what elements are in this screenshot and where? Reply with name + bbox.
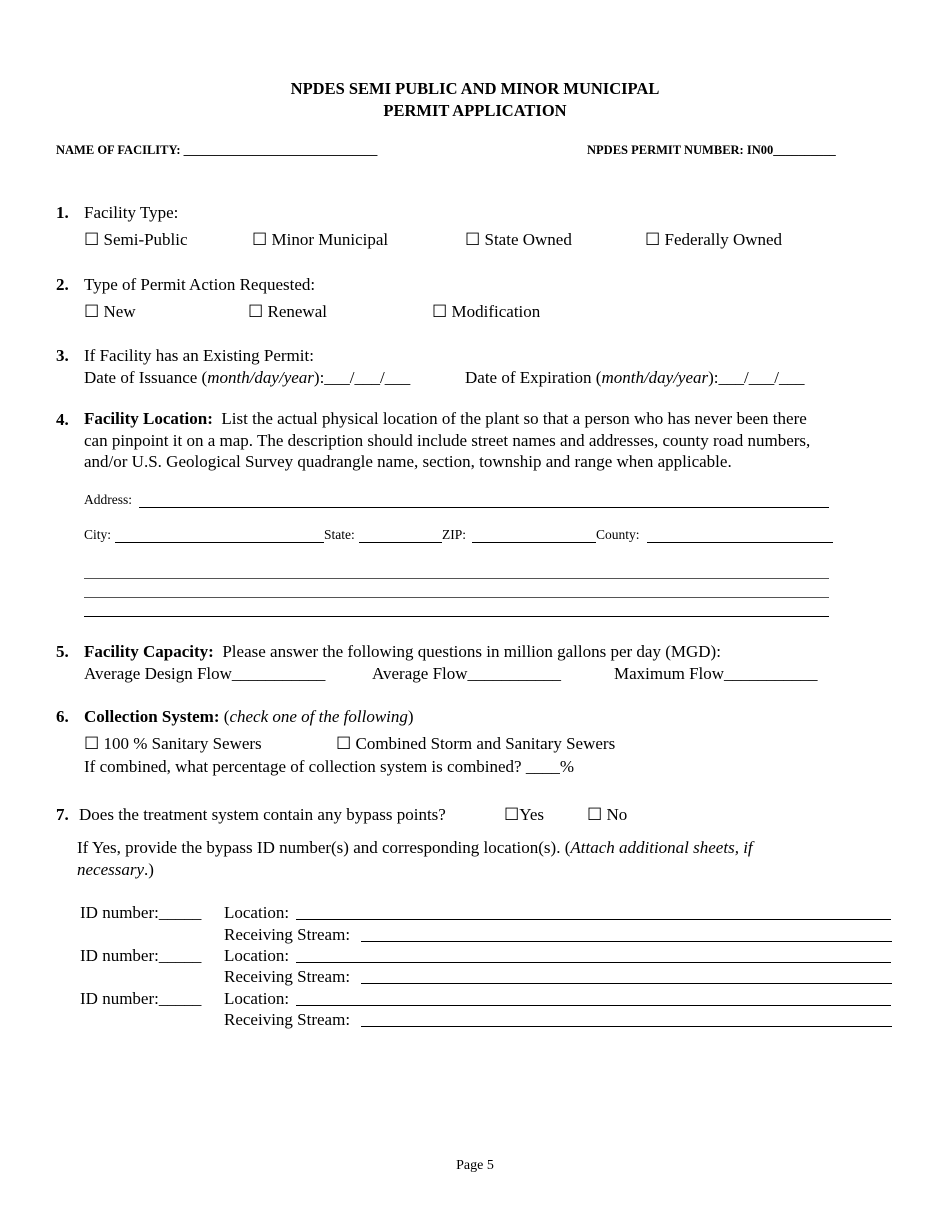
address-field[interactable]: [139, 507, 829, 508]
form-title-line2: PERMIT APPLICATION: [383, 101, 567, 120]
q7-option-yes[interactable]: ☐Yes: [504, 805, 544, 824]
bypass-stream-label-2: Receiving Stream:: [224, 967, 351, 986]
q1-option-federally-owned[interactable]: ☐ Federally Owned: [645, 230, 783, 249]
permit-number-prefix: IN00: [746, 143, 774, 157]
checkbox-icon[interactable]: ☐: [504, 805, 520, 824]
q1-option-state-owned[interactable]: ☐ State Owned: [465, 230, 572, 249]
bypass-location-field-3[interactable]: [296, 1005, 891, 1006]
bypass-stream-label-3: Receiving Stream:: [224, 1010, 351, 1029]
city-label: City:: [84, 527, 112, 542]
county-label: County:: [596, 527, 640, 542]
q4-number: 4.: [56, 410, 69, 429]
q7-instructions: If Yes, provide the bypass ID number(s) and corresponding location(s). (Attach additional sheets, if necessary.): [77, 838, 753, 879]
avg-design-flow-field[interactable]: Average Design Flow___________: [84, 664, 326, 683]
location-line-3[interactable]: [84, 616, 829, 617]
page-number: Page 5: [456, 1158, 494, 1173]
q2-option-renewal[interactable]: ☐ Renewal: [248, 302, 327, 321]
checkbox-icon[interactable]: ☐: [645, 230, 661, 249]
q5-number: 5.: [56, 642, 69, 661]
checkbox-icon[interactable]: ☐: [248, 302, 264, 321]
checkbox-icon[interactable]: ☐: [587, 805, 603, 824]
q7-number: 7.: [56, 805, 69, 824]
bypass-location-field-1[interactable]: [296, 919, 891, 920]
permit-number-field[interactable]: __________: [773, 143, 836, 157]
q7-option-no[interactable]: ☐ No: [587, 805, 628, 824]
q2-label: Type of Permit Action Requested:: [84, 275, 316, 294]
state-field[interactable]: [359, 542, 442, 543]
q7-question: Does the treatment system contain any bypass points?: [79, 805, 446, 824]
expiration-date-field[interactable]: Date of Expiration (month/day/year):___/___/___: [465, 368, 805, 387]
bypass-location-field-2[interactable]: [296, 962, 891, 963]
address-label: Address:: [84, 492, 132, 507]
bypass-stream-field-2[interactable]: [361, 983, 892, 984]
zip-label: ZIP:: [442, 527, 467, 542]
q2-number: 2.: [56, 275, 69, 294]
q2-option-modification[interactable]: ☐ Modification: [432, 302, 541, 321]
location-line-2[interactable]: [84, 597, 829, 598]
bypass-stream-field-3[interactable]: [361, 1026, 892, 1027]
bypass-location-label-1: Location:: [224, 903, 290, 922]
bypass-location-label-3: Location:: [224, 989, 290, 1008]
q3-number: 3.: [56, 346, 69, 365]
bypass-stream-label-1: Receiving Stream:: [224, 925, 351, 944]
checkbox-icon[interactable]: ☐: [84, 302, 100, 321]
bypass-stream-field-1[interactable]: [361, 941, 892, 942]
q2-option-new[interactable]: ☐ New: [84, 302, 136, 321]
location-line-1[interactable]: [84, 578, 829, 579]
q3-label: If Facility has an Existing Permit:: [84, 346, 314, 365]
q1-label: Facility Type:: [84, 203, 179, 222]
bypass-location-label-2: Location:: [224, 946, 290, 965]
checkbox-icon[interactable]: ☐: [432, 302, 448, 321]
facility-name-row: [56, 143, 377, 158]
county-field[interactable]: [647, 542, 833, 543]
q5-label: Facility Capacity: Please answer the following questions in million gallons per day (MGD):: [84, 642, 721, 661]
checkbox-icon[interactable]: ☐: [84, 230, 100, 249]
checkbox-icon[interactable]: ☐: [84, 734, 100, 753]
state-label: State:: [324, 527, 355, 542]
max-flow-field[interactable]: Maximum Flow___________: [614, 664, 818, 683]
facility-name-field[interactable]: _______________________________: [183, 143, 378, 157]
combined-percentage-field[interactable]: If combined, what percentage of collection system is combined? ____%: [84, 757, 575, 776]
q6-option-sanitary[interactable]: ☐ 100 % Sanitary Sewers: [84, 734, 262, 753]
bypass-id-field-1[interactable]: ID number:_____: [80, 903, 202, 922]
checkbox-icon[interactable]: ☐: [465, 230, 481, 249]
zip-field[interactable]: [472, 542, 596, 543]
checkbox-icon[interactable]: ☐: [336, 734, 352, 753]
bypass-id-field-3[interactable]: ID number:_____: [80, 989, 202, 1008]
permit-number-row: [587, 143, 836, 158]
facility-name-label: NAME OF FACILITY:: [56, 143, 181, 157]
q1-option-minor-municipal[interactable]: ☐ Minor Municipal: [252, 230, 389, 249]
city-field[interactable]: [115, 542, 324, 543]
q4-description: Facility Location: List the actual physical location of the plant so that a person who has never been there can pinpoint it on a map. The description should include street names and addresses, county road numbers, and/or U.S. Geological Survey quadrangle name, section, township and range when applicable.: [84, 409, 811, 471]
issuance-date-field[interactable]: Date of Issuance (month/day/year):___/___/___: [84, 368, 411, 387]
q6-label: Collection System: (check one of the following): [84, 707, 414, 726]
q1-option-semi-public[interactable]: ☐ Semi-Public: [84, 230, 188, 249]
q1-number: 1.: [56, 203, 69, 222]
q6-option-combined[interactable]: ☐ Combined Storm and Sanitary Sewers: [336, 734, 616, 753]
permit-number-label: NPDES PERMIT NUMBER:: [587, 143, 744, 157]
q6-number: 6.: [56, 707, 69, 726]
form-title-line1: NPDES SEMI PUBLIC AND MINOR MUNICIPAL: [290, 79, 660, 98]
avg-flow-field[interactable]: Average Flow___________: [372, 664, 562, 683]
checkbox-icon[interactable]: ☐: [252, 230, 268, 249]
bypass-id-field-2[interactable]: ID number:_____: [80, 946, 202, 965]
